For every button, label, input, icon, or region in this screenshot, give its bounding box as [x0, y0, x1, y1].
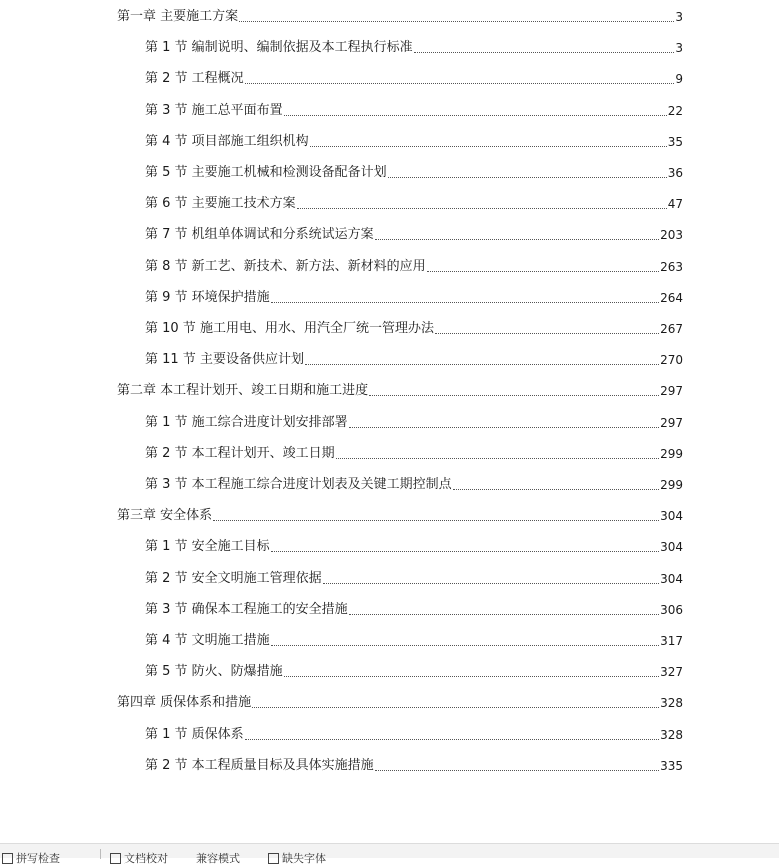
- toc-chapter-entry[interactable]: [117, 691, 683, 711]
- toc-dot-leader: [435, 333, 659, 334]
- toc-dot-leader: [453, 489, 659, 490]
- toc-dot-leader: [297, 208, 667, 209]
- spellcheck-icon: [2, 853, 13, 864]
- toc-page-number: 35: [667, 134, 683, 149]
- toc-dot-leader: [284, 676, 659, 677]
- toc-section-entry[interactable]: [145, 723, 683, 743]
- toc-chapter-entry[interactable]: [117, 379, 683, 399]
- spellcheck-button[interactable]: [2, 850, 60, 866]
- toc-dot-leader: [213, 520, 659, 521]
- toc-page-number: 3: [675, 41, 683, 56]
- doc-check-icon: [110, 853, 121, 864]
- toc-section-entry[interactable]: [145, 317, 683, 337]
- toc-section-entry[interactable]: [145, 223, 683, 243]
- toc-entry-title: 第三章 安全体系: [117, 508, 213, 524]
- toc-section-entry[interactable]: [145, 130, 683, 150]
- toc-dot-leader: [388, 177, 667, 178]
- toc-dot-leader: [349, 427, 659, 428]
- toc-page-number: 264: [660, 290, 683, 305]
- toc-dot-leader: [245, 83, 675, 84]
- toc-entry-title: 第 7 节 机组单体调试和分系统试运方案: [145, 227, 374, 243]
- toc-page-number: 304: [660, 509, 683, 524]
- toc-entry-title: 第四章 质保体系和措施: [117, 695, 252, 711]
- toc-section-entry[interactable]: [145, 36, 683, 56]
- toc-page-number: 297: [660, 384, 683, 399]
- toc-entry-title: 第 10 节 施工用电、用水、用汽全厂统一管理办法: [145, 321, 434, 336]
- toc-entry-title: 第 3 节 本工程施工综合进度计划表及关键工期控制点: [145, 477, 452, 492]
- toc-dot-leader: [310, 146, 667, 147]
- toc-page-number: 36: [667, 166, 683, 180]
- toc-dot-leader: [323, 583, 659, 584]
- toc-dot-leader: [375, 770, 659, 771]
- toc-section-entry[interactable]: [145, 192, 683, 212]
- toc-entry-title: 第 4 节 项目部施工组织机构: [145, 133, 309, 149]
- toc-entry-title: 第 6 节 主要施工技术方案: [145, 196, 296, 212]
- toc-dot-leader: [369, 395, 659, 396]
- toc-section-entry[interactable]: [145, 442, 683, 462]
- toc-entry-title: 第二章 本工程计划开、竣工日期和施工进度: [117, 383, 369, 399]
- toc-entry-title: 第 2 节 工程概况: [145, 71, 244, 87]
- toc-page-number: 267: [660, 322, 683, 336]
- toc-entry-title: 第 2 节 本工程计划开、竣工日期: [145, 445, 335, 461]
- toc-page-number: 9: [675, 72, 683, 87]
- toc-dot-leader: [239, 21, 674, 22]
- toc-dot-leader: [375, 239, 659, 240]
- toc-page-number: 22: [667, 103, 683, 118]
- toc-page-number: 304: [660, 540, 683, 555]
- toc-section-entry[interactable]: [145, 629, 683, 649]
- toc-dot-leader: [336, 458, 659, 459]
- toc-page-number: 317: [660, 634, 683, 648]
- toc-page-number: 297: [660, 415, 683, 430]
- toc-entry-title: 第 5 节 主要施工机械和检测设备配备计划: [145, 165, 387, 180]
- toc-page-number: 304: [660, 571, 683, 586]
- toc-page-number: 203: [660, 228, 683, 243]
- toc-chapter-entry[interactable]: [117, 5, 683, 25]
- toc-section-entry[interactable]: [145, 161, 683, 181]
- toc-page-number: 3: [675, 10, 683, 24]
- toc-section-entry[interactable]: [145, 754, 683, 774]
- toc-section-entry[interactable]: [145, 535, 683, 555]
- toc-page-number: 270: [660, 353, 683, 368]
- toc-dot-leader: [271, 645, 659, 646]
- toc-dot-leader: [284, 115, 667, 116]
- toc-section-entry[interactable]: [145, 67, 683, 87]
- toc-page-number: 306: [660, 602, 683, 617]
- toc-section-entry[interactable]: [145, 567, 683, 587]
- missing-font-label: 缺失字体: [282, 852, 326, 865]
- spellcheck-label: 拼写检查: [16, 852, 60, 865]
- toc-section-entry[interactable]: [145, 473, 683, 493]
- toc-dot-leader: [252, 707, 659, 708]
- doc-check-button[interactable]: [110, 850, 168, 866]
- toc-section-entry[interactable]: [145, 255, 683, 275]
- toc-entry-title: 第 1 节 安全施工目标: [145, 539, 270, 555]
- toc-entry-title: 第 1 节 质保体系: [145, 726, 244, 742]
- toc-dot-leader: [349, 614, 659, 615]
- toc-page-number: 335: [660, 758, 683, 773]
- doc-check-label: 文档校对: [124, 852, 168, 865]
- toc-entry-title: 第 4 节 文明施工措施: [145, 633, 270, 648]
- toc-section-entry[interactable]: [145, 99, 683, 119]
- toc-page-number: 327: [660, 665, 683, 680]
- toc-entry-title: 第 2 节 本工程质量目标及具体实施措施: [145, 757, 374, 773]
- toc-entry-title: 第 1 节 编制说明、编制依据及本工程执行标准: [145, 40, 413, 56]
- toc-dot-leader: [271, 551, 659, 552]
- toc-page-number: 299: [660, 446, 683, 461]
- toc-dot-leader: [245, 739, 659, 740]
- toc-entry-title: 第 5 节 防火、防爆措施: [145, 664, 283, 680]
- toc-entry-title: 第 3 节 施工总平面布置: [145, 102, 283, 118]
- toc-entry-title: 第一章 主要施工方案: [117, 9, 239, 24]
- toc-page-number: 47: [667, 197, 683, 212]
- toc-section-entry[interactable]: [145, 411, 683, 431]
- toc-section-entry[interactable]: [145, 660, 683, 680]
- toc-page-number: 328: [660, 696, 683, 711]
- toc-page-number: 263: [660, 259, 683, 274]
- status-bar: [0, 843, 779, 865]
- toc-dot-leader: [305, 364, 659, 365]
- font-icon: [268, 853, 279, 864]
- toc-chapter-entry[interactable]: [117, 504, 683, 524]
- status-divider: [100, 849, 101, 859]
- toc-section-entry[interactable]: [145, 286, 683, 306]
- toc-entry-title: 第 8 节 新工艺、新技术、新方法、新材料的应用: [145, 258, 426, 274]
- compat-mode-label: 兼容模式: [196, 852, 240, 865]
- toc-entry-title: 第 2 节 安全文明施工管理依据: [145, 570, 322, 586]
- toc-entry-title: 第 9 节 环境保护措施: [145, 289, 270, 305]
- toc-dot-leader: [427, 271, 659, 272]
- toc-entry-title: 第 1 节 施工综合进度计划安排部署: [145, 414, 348, 430]
- missing-font-button[interactable]: [268, 850, 326, 866]
- toc-dot-leader: [271, 302, 659, 303]
- toc-dot-leader: [414, 52, 675, 53]
- toc-entry-title: 第 11 节 主要设备供应计划: [145, 352, 304, 368]
- toc-page-number: 328: [660, 727, 683, 742]
- toc-section-entry[interactable]: [145, 598, 683, 618]
- toc-section-entry[interactable]: [145, 348, 683, 368]
- toc-page-number: 299: [660, 478, 683, 492]
- toc-entry-title: 第 3 节 确保本工程施工的安全措施: [145, 601, 348, 617]
- compat-mode-indicator: [196, 850, 240, 866]
